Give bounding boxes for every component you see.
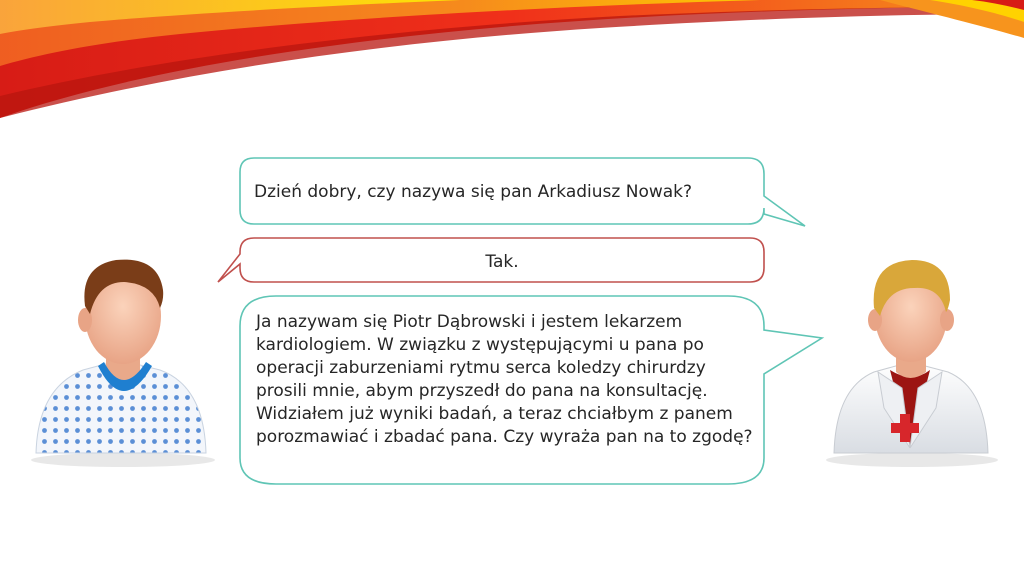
patient-answer-text: Tak. — [485, 252, 519, 272]
greeting-question-text: Dzień dobry, czy nazywa się pan Arkadiusz Nowak? — [254, 182, 693, 202]
doctor-avatar-icon — [822, 238, 1000, 468]
doctor-introduction-text: Ja nazywam się Piotr Dąbrowski i jestem lekarzem kardiologiem. W związku z występującymi u pana po operacji zaburzeniami rytmu serca koledzy chirurdzy prosili mnie, abym przyszedł do pana na konsultację. Widziałem już wyniki badań, a teraz chciałbym z panem porozmawiać i zbadać pana. Czy wyraża pan na to zgodę? — [256, 312, 753, 447]
patient-avatar-icon — [28, 238, 218, 468]
